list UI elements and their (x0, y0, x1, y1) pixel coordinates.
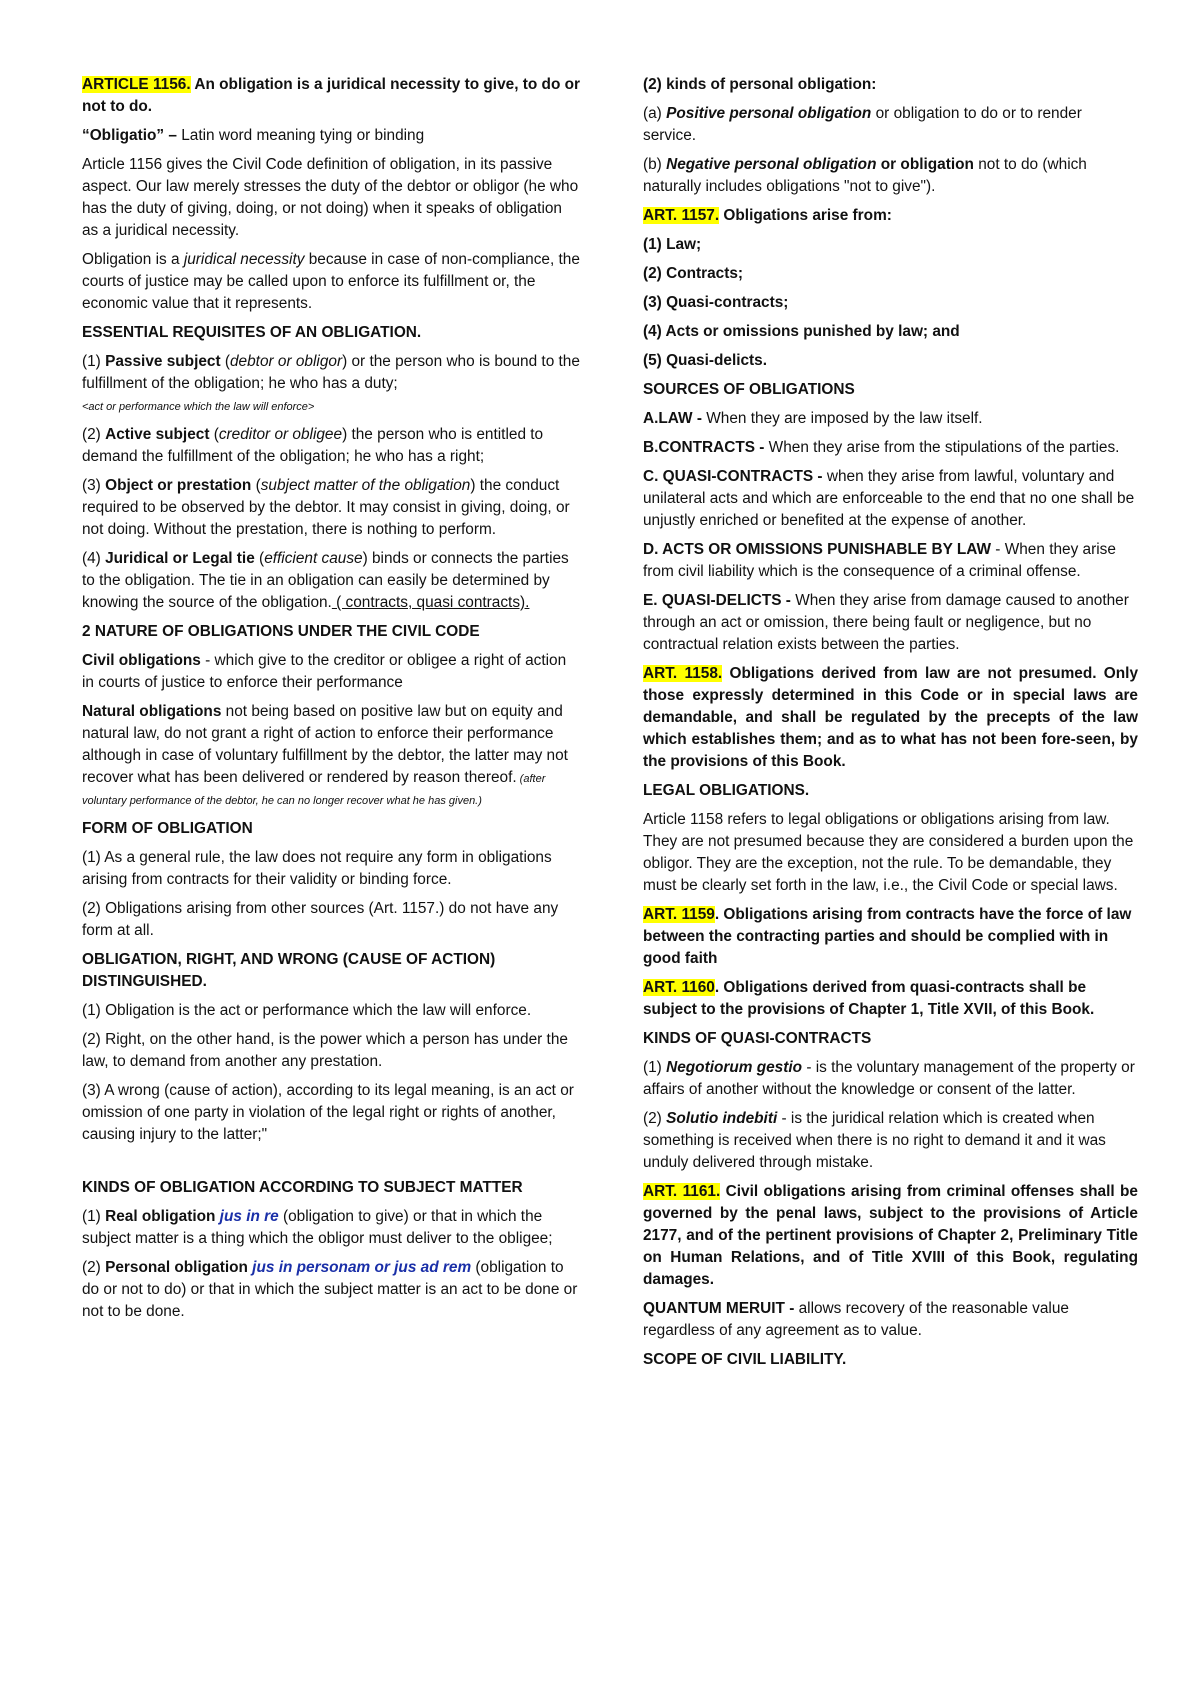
requisite-note: <act or performance which the law will enforce> (82, 401, 315, 413)
section-heading: FORM OF OBLIGATION (82, 820, 253, 837)
article-1160: ART. 1160. Obligations derived from quasi-contracts shall be subject to the provisions of Chapter 1, Title XVII, of this Book. (643, 979, 1095, 1018)
paragraph: (3) A wrong (cause of action), according to its legal meaning, is an act or omission of one party in violation of the legal right or rights of another, causing injury to the latter;" (82, 1082, 574, 1143)
paragraph: (2) Personal obligation jus in personam or jus ad rem (obligation to do or not to do) or that in which the subject matter is an act to be done or not to be done. (82, 1259, 578, 1320)
section-heading: LEGAL OBLIGATIONS. (643, 782, 810, 799)
section-heading: KINDS OF QUASI-CONTRACTS (643, 1030, 872, 1047)
paragraph: C. QUASI-CONTRACTS - when they arise from lawful, voluntary and unilateral acts and which are enforceable to the end that no one shall be unjustly enriched or benefited at the expense of another. (643, 468, 1135, 529)
paragraph: QUANTUM MERUIT - allows recovery of the reasonable value regardless of any agreement as to value. (643, 1300, 1069, 1339)
requisite-item: (4) Juridical or Legal tie (efficient cause) binds or connects the parties to the obligation. The tie in an obligation can easily be determined by knowing the source of the obligation. ( contracts, quasi contracts). (82, 550, 569, 611)
paragraph: (1) Obligation is the act or performance which the law will enforce. (82, 1002, 532, 1019)
article-label: ART. 1157. (643, 207, 720, 224)
paragraph: (2) Obligations arising from other sources (Art. 1157.) do not have any form at all. (82, 900, 559, 939)
paragraph: Article 1156 gives the Civil Code definition of obligation, in its passive aspect. Our law merely stresses the duty of the debtor or obligor (he who has the duty of giving, doing, or not doing) when it speaks of obligation as a juridical necessity. (82, 156, 579, 239)
paragraph: A.LAW - When they are imposed by the law itself. (643, 410, 983, 427)
paragraph: (1) As a general rule, the law does not require any form in obligations arising from contracts for their validity or binding force. (82, 849, 552, 888)
right-column (643, 74, 1138, 1378)
source-item: (2) Contracts; (643, 265, 744, 282)
requisite-item: (1) Passive subject (debtor or obligor) or the person who is bound to the fulfillment of the obligation; he who has a duty; <act or performance which the law will enforce> (82, 353, 580, 413)
article-1158: ART. 1158. Obligations derived from law are not presumed. Only those expressly determined in this Code or in special laws are demandable, and shall be regulated by the precepts of the law which establishes them; and as to what has not been fore-seen, by the provisions of this Book. (643, 665, 1139, 770)
paragraph: (1) Negotiorum gestio - is the voluntary management of the property or affairs of another without the knowledge or consent of the latter. (643, 1059, 1135, 1098)
article-label: ART. 1158. (643, 665, 723, 682)
spacer (82, 1153, 582, 1177)
paragraph: Obligation is a juridical necessity because in case of non-compliance, the courts of justice may be called upon to enforce its fulfillment or, the economic value that it represents. (82, 251, 580, 312)
article-1156: ARTICLE 1156. An obligation is a juridical necessity to give, to do or not to do. (82, 76, 581, 115)
obligatio-definition: “Obligatio” – Latin word meaning tying or binding (82, 127, 425, 144)
article-label: ART. 1161. (643, 1183, 721, 1200)
section-heading: (2) kinds of personal obligation: (643, 76, 877, 93)
article-label: ARTICLE 1156. (82, 76, 191, 93)
section-heading: SCOPE OF CIVIL LIABILITY. (643, 1351, 847, 1368)
article-label: ART. 1160 (643, 979, 715, 996)
section-heading: ESSENTIAL REQUISITES OF AN OBLIGATION. (82, 324, 422, 341)
source-item: (1) Law; (643, 236, 702, 253)
section-heading: SOURCES OF OBLIGATIONS (643, 381, 855, 398)
source-item: (4) Acts or omissions punished by law; and (643, 323, 960, 340)
natural-note: (after voluntary performance of the debtor, he can no longer recover what he has given.) (82, 773, 546, 807)
paragraph: Civil obligations - which give to the creditor or obligee a right of action in courts of justice to enforce their performance (82, 652, 567, 691)
source-item: (5) Quasi-delicts. (643, 352, 768, 369)
left-column (82, 74, 582, 1330)
requisite-item: (3) Object or prestation (subject matter of the obligation) the conduct required to be observed by the debtor. It may consist in giving, doing, or not doing. Without the prestation, there is nothing to perform. (82, 477, 570, 538)
paragraph: (2) Solutio indebiti - is the juridical relation which is created when something is received when there is no right to demand it and it was unduly delivered through mistake. (643, 1110, 1106, 1171)
requisite-item: (2) Active subject (creditor or obligee) the person who is entitled to demand the fulfillment of the obligation; he who has a right; (82, 426, 544, 465)
paragraph: (1) Real obligation jus in re (obligation to give) or that in which the subject matter is a thing which the obligor must deliver to the obligee; (82, 1208, 553, 1247)
paragraph: B.CONTRACTS - When they arise from the stipulations of the parties. (643, 439, 1120, 456)
paragraph: (b) Negative personal obligation or obligation not to do (which naturally includes obligations "not to give"). (643, 156, 1087, 195)
source-item: (3) Quasi-contracts; (643, 294, 789, 311)
paragraph: (a) Positive personal obligation or obligation to do or to render service. (643, 105, 1082, 144)
article-1157: ART. 1157. Obligations arise from: (643, 207, 892, 224)
paragraph: Article 1158 refers to legal obligations or obligations arising from law. They are not presumed because they are considered a burden upon the obligor. They are the exception, not the rule. To be demandable, they must be clearly set forth in the law, i.e., the Civil Code or special laws. (643, 811, 1134, 894)
article-1161: ART. 1161. Civil obligations arising from criminal offenses shall be governed by the penal laws, subject to the provisions of Article 2177, and of the pertinent provisions of Chapter 2, Preliminary Title on Human Relations, and of Title XVIII of this Book, regulating damages. (643, 1183, 1138, 1288)
paragraph: D. ACTS OR OMISSIONS PUNISHABLE BY LAW - When they arise from civil liability which is the consequence of a criminal offense. (643, 541, 1116, 580)
article-label: ART. 1159 (643, 906, 715, 923)
paragraph: (2) Right, on the other hand, is the power which a person has under the law, to demand from another any prestation. (82, 1031, 568, 1070)
section-heading: 2 NATURE OF OBLIGATIONS UNDER THE CIVIL CODE (82, 623, 480, 640)
paragraph: Natural obligations not being based on positive law but on equity and natural law, do not grant a right of action to enforce their performance although in case of voluntary fulfillment by the debtor, the latter may not recover what has been delivered or rendered by reason thereof. (after voluntary performance of the debtor, he can no longer recover what he has given.) (82, 703, 568, 807)
section-heading: OBLIGATION, RIGHT, AND WRONG (CAUSE OF ACTION) DISTINGUISHED. (82, 951, 496, 990)
section-heading: KINDS OF OBLIGATION ACCORDING TO SUBJECT MATTER (82, 1179, 523, 1196)
paragraph: E. QUASI-DELICTS - When they arise from damage caused to another through an act or omission, there being fault or negligence, but no contractual relation exists between the parties. (643, 592, 1129, 653)
article-1159: ART. 1159. Obligations arising from contracts have the force of law between the contracting parties and should be complied with in good faith (643, 906, 1132, 967)
